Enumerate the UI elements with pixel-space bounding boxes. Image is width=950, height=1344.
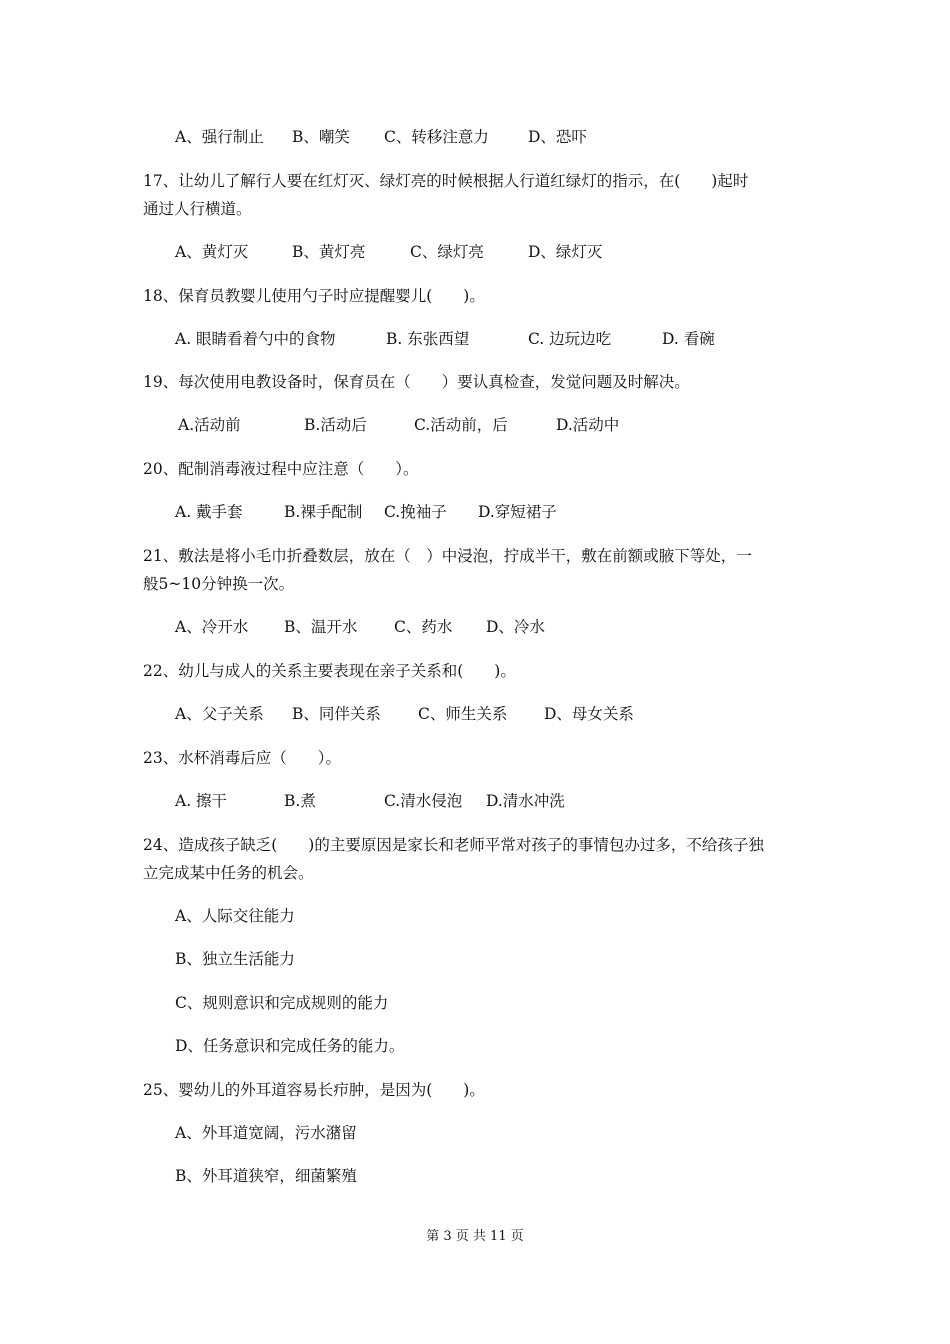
q16-option-a: A、强行制止 <box>175 128 264 146</box>
q18-text: 18、保育员教婴儿使用勺子时应提醒婴儿( )。 <box>143 287 485 305</box>
q22-option-b: B、同伴关系 <box>292 705 381 723</box>
q23-option-a: A. 擦干 <box>175 792 228 810</box>
q21-option-a: A、冷开水 <box>175 618 249 636</box>
q18-option-c: C. 边玩边吃 <box>528 330 612 348</box>
q17-option-d: D、绿灯灭 <box>528 243 603 261</box>
q16-option-d: D、恐吓 <box>528 128 587 146</box>
q21-option-b: B、温开水 <box>284 618 358 636</box>
q22-option-d: D、母女关系 <box>544 705 634 723</box>
q19-option-c: C.活动前，后 <box>414 416 508 434</box>
q20-option-c: C.挽袖子 <box>384 503 447 521</box>
q20-option-d: D.穿短裙子 <box>478 503 557 521</box>
q17-option-b: B、黄灯亮 <box>292 243 366 261</box>
q18-option-d: D. 看碗 <box>662 330 715 348</box>
q23-text: 23、水杯消毒后应（ ）。 <box>143 749 341 767</box>
q17-text-line1: 17、让幼儿了解行人要在红灯灭、绿灯亮的时候根据人行道红绿灯的指示，在( )起时 <box>143 172 749 190</box>
q16-option-b: B、嘲笑 <box>292 128 350 146</box>
page-number: 第 3 页 共 11 页 <box>426 1229 524 1244</box>
q25-option-b: B、外耳道狭窄，细菌繁殖 <box>175 1167 357 1185</box>
q19-option-a: A.活动前 <box>178 416 241 434</box>
q21-text-line1: 21、敷法是将小毛巾折叠数层，放在（ ）中浸泡，拧成半干，敷在前额或腋下等处，一 <box>143 547 752 565</box>
q20-text: 20、配制消毒液过程中应注意（ ）。 <box>143 460 419 478</box>
q17-option-a: A、黄灯灭 <box>175 243 249 261</box>
q25-option-a: A、外耳道宽阔，污水潴留 <box>175 1124 357 1142</box>
q21-option-c: C、药水 <box>394 618 453 636</box>
q22-option-c: C、师生关系 <box>418 705 508 723</box>
q22-option-a: A、父子关系 <box>175 705 264 723</box>
q18-option-a: A. 眼睛看着勺中的食物 <box>175 330 336 348</box>
q21-text-line2: 般5~10分钟换一次。 <box>143 575 295 593</box>
q24-option-c: C、规则意识和完成规则的能力 <box>175 994 389 1012</box>
q17-option-c: C、绿灯亮 <box>410 243 484 261</box>
q18-option-b: B. 东张西望 <box>386 330 470 348</box>
q17-text-line2: 通过人行横道。 <box>143 200 252 218</box>
q23-option-b: B.煮 <box>284 792 316 810</box>
q21-option-d: D、冷水 <box>486 618 545 636</box>
q19-text: 19、每次使用电教设备时，保育员在（ ）要认真检查，发觉问题及时解决。 <box>143 373 690 391</box>
q25-text: 25、婴幼儿的外耳道容易长疖肿，是因为( )。 <box>143 1081 485 1099</box>
q24-text-line2: 立完成某中任务的机会。 <box>143 864 314 882</box>
q24-option-a: A、人际交往能力 <box>175 907 295 925</box>
q24-text-line1: 24、造成孩子缺乏( )的主要原因是家长和老师平常对孩子的事情包办过多，不给孩子独 <box>143 836 764 854</box>
q22-text: 22、幼儿与成人的关系主要表现在亲子关系和( )。 <box>143 662 516 680</box>
q23-option-d: D.清水冲洗 <box>486 792 565 810</box>
q19-option-d: D.活动中 <box>556 416 620 434</box>
q23-option-c: C.清水侵泡 <box>384 792 463 810</box>
q24-option-b: B、独立生活能力 <box>175 950 295 968</box>
q20-option-a: A. 戴手套 <box>175 503 243 521</box>
q16-option-c: C、转移注意力 <box>384 128 489 146</box>
q19-option-b: B.活动后 <box>304 416 367 434</box>
q20-option-b: B.裸手配制 <box>284 503 363 521</box>
q24-option-d: D、任务意识和完成任务的能力。 <box>175 1037 405 1055</box>
